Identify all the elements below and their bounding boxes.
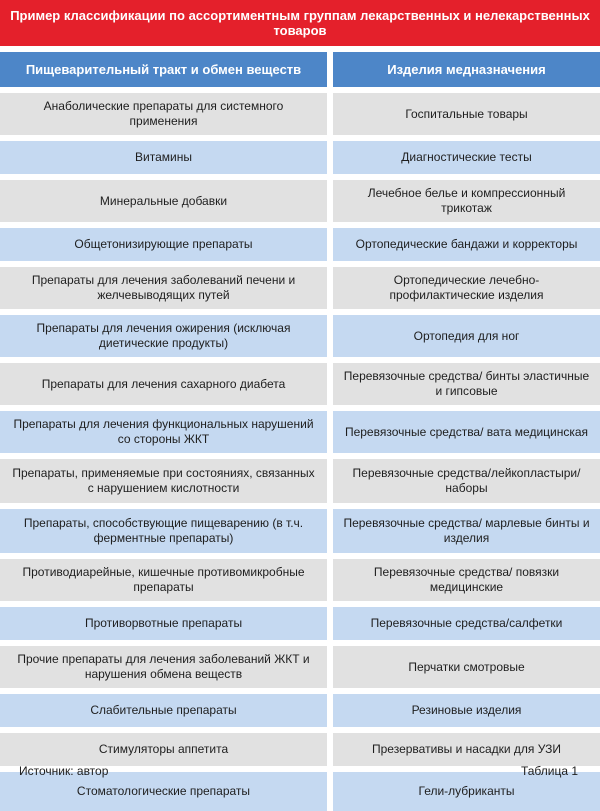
classification-table xyxy=(0,46,600,811)
cell-medical-device-category: Диагностические тесты xyxy=(333,141,600,174)
table-row xyxy=(0,363,600,405)
cell-digestive-category: Препараты для лечения сахарного диабета xyxy=(0,363,327,405)
cell-medical-device-category: Гели-лубриканты xyxy=(333,772,600,811)
table-row xyxy=(0,315,600,357)
cell-medical-device-category: Перевязочные средства/лейкопластыри/ наборы xyxy=(333,459,600,503)
table-body xyxy=(0,93,600,811)
cell-digestive-category: Стимуляторы аппетита xyxy=(0,733,327,766)
cell-digestive-category: Препараты, способствующие пищеварению (в т.ч. ферментные препараты) xyxy=(0,509,327,553)
cell-medical-device-category: Ортопедические бандажи и корректоры xyxy=(333,228,600,261)
cell-medical-device-category: Резиновые изделия xyxy=(333,694,600,727)
source-note: Источник: автор xyxy=(19,764,109,778)
table-row xyxy=(0,93,600,135)
cell-digestive-category: Прочие препараты для лечения заболеваний ЖКТ и нарушения обмена веществ xyxy=(0,646,327,688)
cell-digestive-category: Стоматологические препараты xyxy=(0,772,327,811)
table-number: Таблица 1 xyxy=(520,764,578,778)
cell-medical-device-category: Перевязочные средства/ марлевые бинты и изделия xyxy=(333,509,600,553)
table-row xyxy=(0,180,600,222)
table-footer xyxy=(0,762,600,780)
cell-medical-device-category: Лечебное белье и компрессионный трикотаж xyxy=(333,180,600,222)
table-row xyxy=(0,646,600,688)
table-row xyxy=(0,228,600,261)
table-header-row xyxy=(0,52,600,87)
cell-digestive-category: Анаболические препараты для системного применения xyxy=(0,93,327,135)
cell-digestive-category: Препараты для лечения ожирения (исключая диетические продукты) xyxy=(0,315,327,357)
table-row xyxy=(0,509,600,553)
cell-medical-device-category: Ортопедические лечебно-профилактические изделия xyxy=(333,267,600,309)
cell-digestive-category: Противодиарейные, кишечные противомикробные препараты xyxy=(0,559,327,601)
cell-digestive-category: Противорвотные препараты xyxy=(0,607,327,640)
cell-digestive-category: Препараты для лечения заболеваний печени и желчевыводящих путей xyxy=(0,267,327,309)
table-row xyxy=(0,411,600,453)
cell-medical-device-category: Ортопедия для ног xyxy=(333,315,600,357)
table-row xyxy=(0,559,600,601)
cell-digestive-category: Слабительные препараты xyxy=(0,694,327,727)
table-row xyxy=(0,459,600,503)
table-row xyxy=(0,141,600,174)
cell-medical-device-category: Презервативы и насадки для УЗИ xyxy=(333,733,600,766)
cell-medical-device-category: Перчатки смотровые xyxy=(333,646,600,688)
column-header-digestive: Пищеварительный тракт и обмен веществ xyxy=(0,52,327,87)
table-row xyxy=(0,267,600,309)
cell-medical-device-category: Госпитальные товары xyxy=(333,93,600,135)
cell-medical-device-category: Перевязочные средства/ вата медицинская xyxy=(333,411,600,453)
cell-digestive-category: Минеральные добавки xyxy=(0,180,327,222)
cell-digestive-category: Общетонизирующие препараты xyxy=(0,228,327,261)
cell-medical-device-category: Перевязочные средства/ повязки медицинские xyxy=(333,559,600,601)
cell-digestive-category: Витамины xyxy=(0,141,327,174)
table-row xyxy=(0,694,600,727)
table-title: Пример классификации по ассортиментным группам лекарственных и нелекарственных товаров xyxy=(0,0,600,46)
table-row xyxy=(0,607,600,640)
cell-digestive-category: Препараты, применяемые при состояниях, связанных с нарушением кислотности xyxy=(0,459,327,503)
cell-medical-device-category: Перевязочные средства/ бинты эластичные и гипсовые xyxy=(333,363,600,405)
cell-medical-device-category: Перевязочные средства/салфетки xyxy=(333,607,600,640)
column-header-medical-devices: Изделия медназначения xyxy=(333,52,600,87)
cell-digestive-category: Препараты для лечения функциональных нарушений со стороны ЖКТ xyxy=(0,411,327,453)
